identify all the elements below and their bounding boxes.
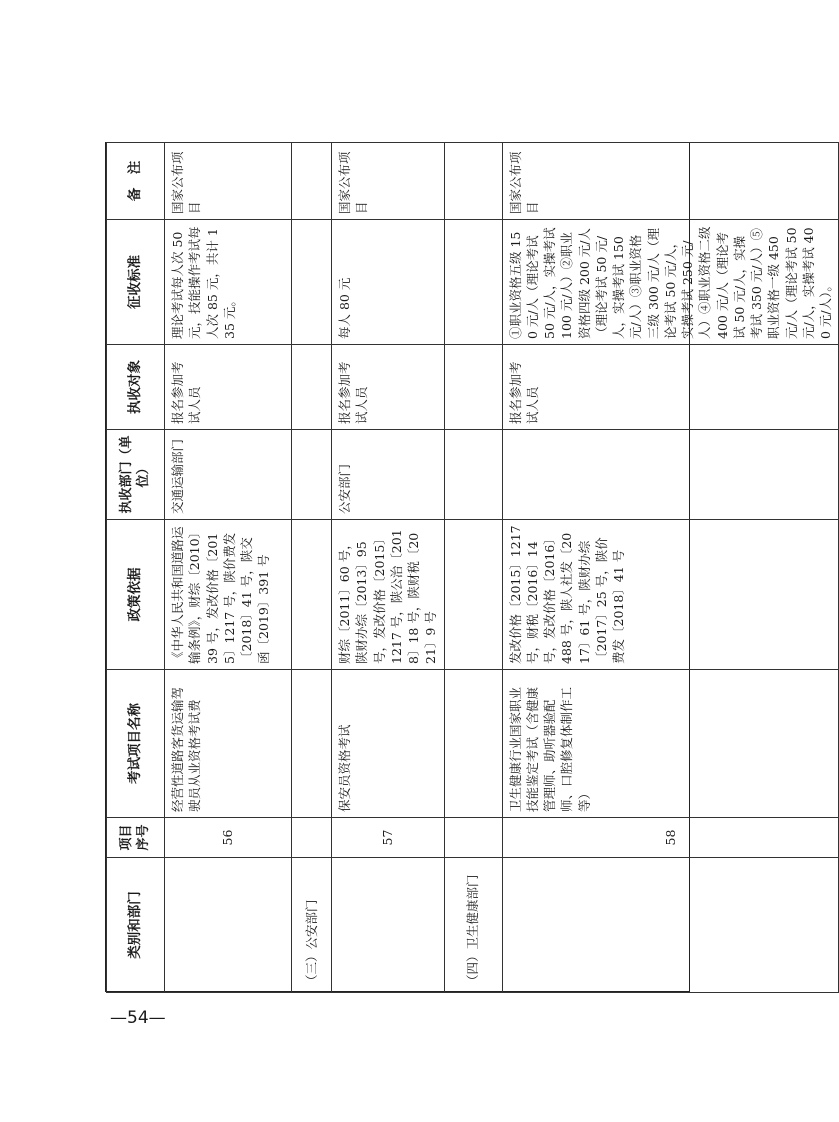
cell-category: （三）公安部门 (292, 858, 332, 993)
table-row (444, 143, 502, 993)
cell-note: 国家公布项目 (165, 143, 292, 220)
cell-standard (444, 220, 502, 345)
cell-standard: 每人 80 元 (332, 220, 445, 345)
cell-seq: 58 (502, 818, 839, 858)
cell-collector (292, 430, 332, 520)
cell-note: 国家公布项目 (332, 143, 445, 220)
page-number: —54— (110, 1008, 166, 1028)
cell-basis (444, 520, 502, 670)
cell-name: 保安员资格考试 (332, 670, 445, 818)
table-row (332, 143, 445, 993)
cell-name: 卫生健康行业国家职业技能鉴定考试（含健康管理师、助听器验配师、口腔修复体制作工等） (502, 670, 839, 818)
cell-target: 报名参加考试人员 (502, 345, 839, 430)
cell-target (444, 345, 502, 430)
cell-collector: 交通运输部门 (165, 430, 292, 520)
header-collector: 执收部门（单位） (107, 430, 165, 520)
cell-target: 报名参加考试人员 (165, 345, 292, 430)
header-standard: 征收标准 (107, 220, 165, 345)
header-basis: 政策依据 (107, 520, 165, 670)
header-seq: 项目序号 (107, 818, 165, 858)
cell-note: 国家公布项目 (502, 143, 839, 220)
cell-standard (292, 220, 332, 345)
cell-standard: ①职业资格五级 150 元/人（理论考试 50 元/人，实操考试 100 元/人）②职业资格四级 200 元/人（理论考试 50 元/人，实操考试 150 元/人）③职业资格三级 300 元/人（理论考试 50 元/人，实操考试 250 元/人）④职业资格二级 400 元/人（理论考试 50 元/人，实操考试 350 元/人）⑤职业资格一级 450 元/人（理论考试 50 元/人，实操考试 400 元/人）。 (502, 220, 839, 345)
cell-collector (444, 430, 502, 520)
cell-name: 经营性道路客货运输驾驶员从业资格考试费 (165, 670, 292, 818)
cell-collector (502, 430, 839, 520)
table-row (502, 143, 839, 993)
cell-target: 报名参加考试人员 (332, 345, 445, 430)
cell-basis (292, 520, 332, 670)
cell-category (165, 858, 292, 993)
cell-basis: 财综〔2011〕60 号，陕财办综〔2013〕95 号，发改价格〔2015〕1217 号，陕公治〔2018〕18 号，陕财税〔2021〕9 号 (332, 520, 445, 670)
header-target: 执收对象 (107, 345, 165, 430)
cell-note (292, 143, 332, 220)
cell-category (502, 858, 839, 993)
header-category: 类别和部门 (107, 858, 165, 993)
table-header-row (107, 143, 165, 993)
cell-seq (292, 818, 332, 858)
cell-category: （四）卫生健康部门 (444, 858, 502, 993)
cell-target (292, 345, 332, 430)
header-name: 考试项目名称 (107, 670, 165, 818)
cell-seq: 56 (165, 818, 292, 858)
cell-collector: 公安部门 (332, 430, 445, 520)
cell-seq: 57 (332, 818, 445, 858)
cell-name (444, 670, 502, 818)
cell-name (292, 670, 332, 818)
header-note: 备 注 (107, 143, 165, 220)
cell-basis: 发改价格〔2015〕1217 号，财税〔2016〕14 号，发改价格〔2016〕488 号，陕人社发〔2017〕61 号，陕财办综〔2017〕25 号，陕价费发〔2018〕41 号 (502, 520, 839, 670)
table-row (292, 143, 332, 993)
cell-basis: 《中华人民共和国道路运输条例》，财综〔2010〕39 号，发改价格〔2015〕1217 号，陕价费发〔2018〕41 号，陕交函〔2019〕391 号 (165, 520, 292, 670)
cell-seq (444, 818, 502, 858)
rotated-table-sheet (106, 143, 833, 993)
cell-note (444, 143, 502, 220)
fee-table (106, 142, 839, 993)
cell-category (332, 858, 445, 993)
fee-table-frame (105, 142, 833, 992)
cell-standard: 理论考试每人次 50 元，技能操作考试每人次 85 元，共计 135 元。 (165, 220, 292, 345)
table-row (165, 143, 292, 993)
